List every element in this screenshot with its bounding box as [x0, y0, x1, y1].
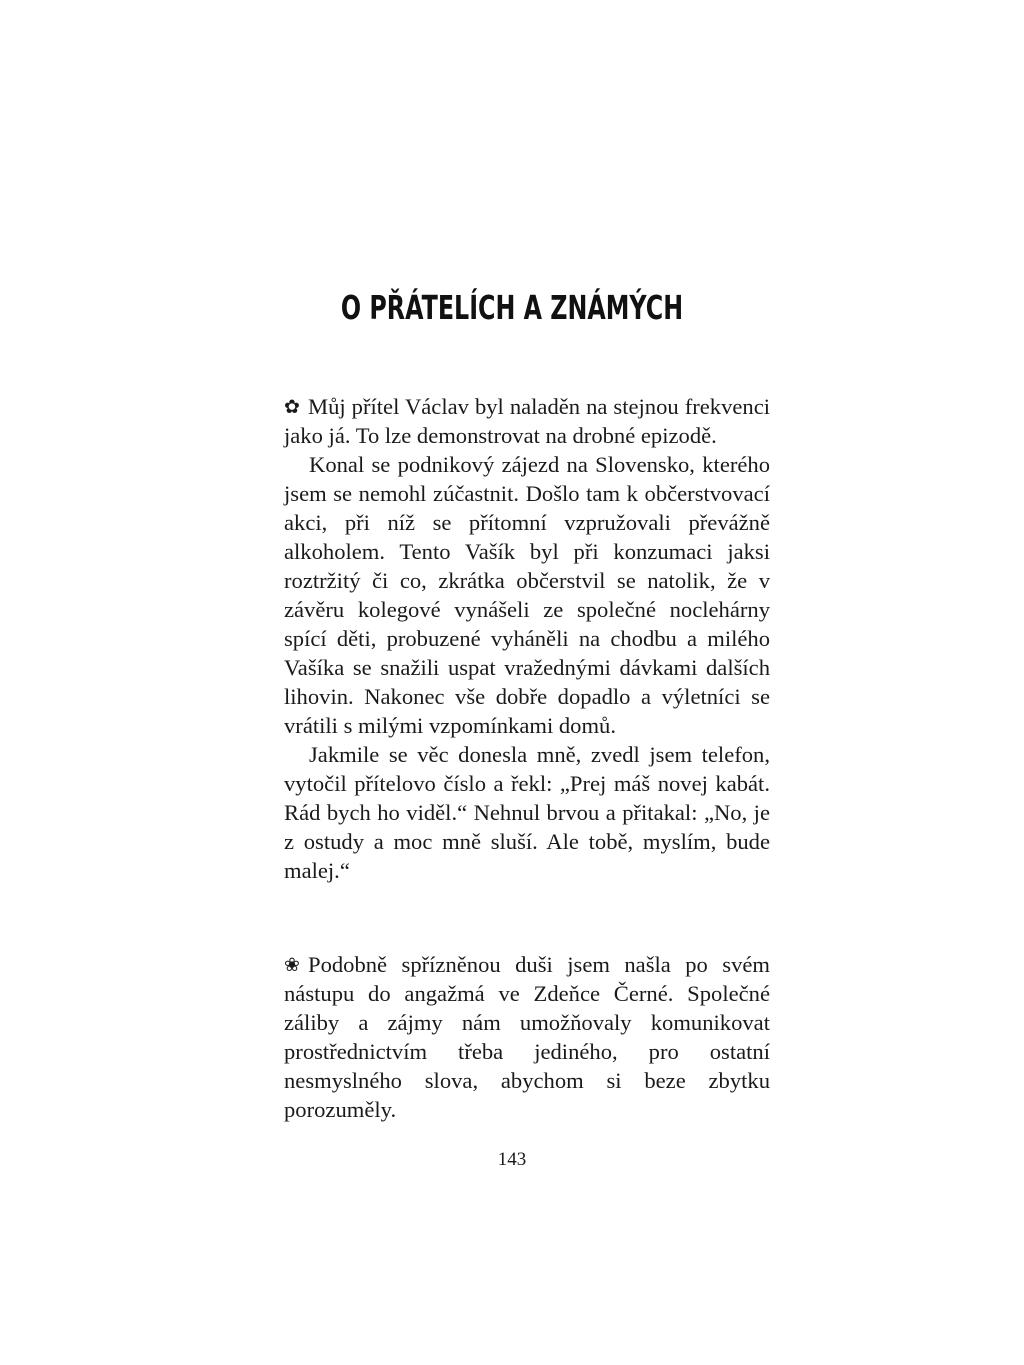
paragraph: Konal se podnikový zájezd na Slovensko, kterého jsem se nemohl zúčastnit. Došlo tam k občerstvovací akci, při níž se přítomní vzpružovali převážně alkoholem. Tento Vašík byl při konzumaci jaksi roztržitý či co, zkrátka občerstvil se natolik, že v závěru kolegové vynášeli ze společné noclehárny spící děti, probuzené vyháněli na chodbu a milého Vašíka se snažili uspat vražednými dávkami dalších lihovin. Nakonec vše dobře dopadlo a výletníci se vrátili s milými vzpomínkami domů. — [284, 452, 770, 738]
paragraph: Jakmile se věc donesla mně, zvedl jsem telefon, vytočil přítelovo číslo a řekl: „Prej máš novej kabát. Rád bych ho viděl.“ Nehnul brvou a přitakal: „No, je z ostudy a moc mně sluší. Ale tobě, myslím, bude malej.“ — [284, 742, 770, 883]
section-1 — [284, 392, 770, 885]
page-number: 143 — [497, 1149, 527, 1170]
paragraph-text: Můj přítel Václav byl naladěn na stejnou frekvenci jako já. To lze demonstrovat na drobné epizodě. — [284, 394, 770, 448]
section-2 — [284, 950, 770, 1124]
paragraph-text: Podobně spřízněnou duši jsem našla po svém nástupu do angažmá ve Zdeňce Černé. Společné záliby a zájmy nám umožňovaly komunikovat prostřednictvím třeba jediného, pro ostatní nesmyslného slova, abychom si beze zbytku porozuměly. — [284, 952, 770, 1122]
paragraph — [284, 392, 770, 450]
flower-ornament-icon: ❀ — [284, 955, 300, 976]
flower-ornament-icon: ✿ — [284, 397, 300, 418]
chapter-title: O PŘÁTELÍCH A ZNÁMÝCH — [340, 288, 684, 327]
paragraph — [284, 950, 770, 1124]
